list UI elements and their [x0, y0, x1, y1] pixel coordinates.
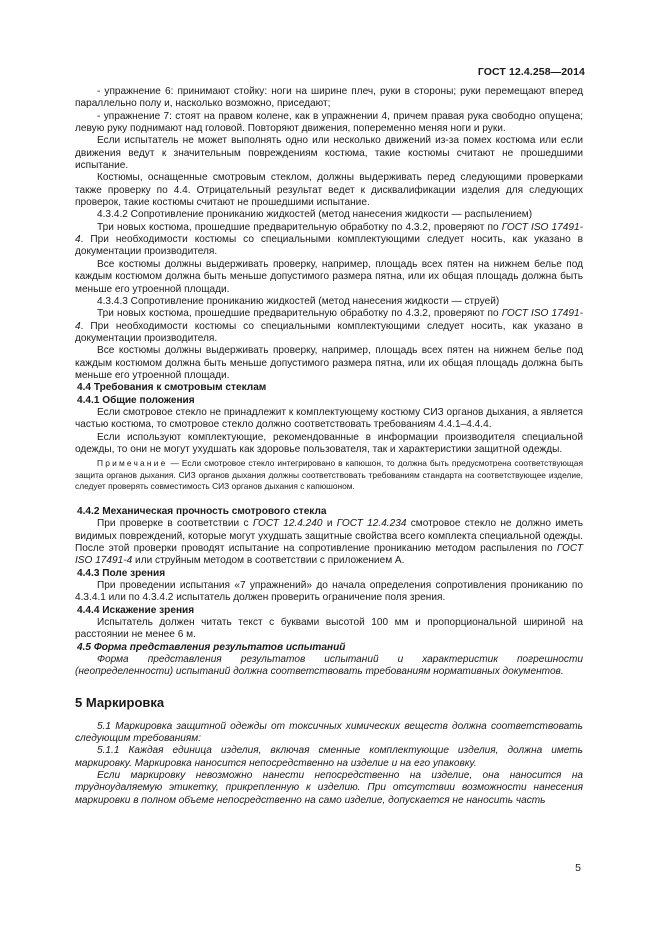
document-number: ГОСТ 12.4.258—2014 — [477, 66, 585, 78]
text-run: . При необходимости костюмы со специальными комплектующими следует носить, как указано в документации производителя. — [75, 234, 583, 258]
paragraph: 5.1 Маркировка защитной одежды от токсичных химических веществ должна соответствовать следующим требованиям: — [75, 720, 583, 745]
page-number: 5 — [575, 862, 581, 874]
paragraph: Форма представления результатов испытаний и характеристик погрешности (неопределенности) испытаний должна соответствовать требованиям нормативных документов. — [75, 654, 583, 678]
standard-reference: ГОСТ ISO 17491-4 — [75, 542, 583, 567]
standard-reference: ГОСТ ISO 17491-4 — [75, 308, 583, 332]
text-run: При проверке в соответствии с — [97, 518, 253, 530]
text-run: Три новых костюма, прошедшие предварительную обработку по 4.3.2, проверяют по — [97, 308, 502, 320]
paragraph: Если используют комплектующие, рекомендованные в информации производителя специальной одежды, то они не могут ухудшать как здоровье пользователя, так и характеристики защитной одежды. — [75, 431, 583, 455]
subsection-heading: 4.3.4.3 Сопротивление прониканию жидкостей (метод нанесения жидкости — струей) — [97, 295, 500, 307]
text-run: и — [322, 518, 337, 530]
paragraph: Испытатель должен читать текст с буквами высотой 100 мм и пропорциональной шириной на расстоянии не менее 6 м. — [75, 617, 583, 641]
subsection-heading: 4.3.4.2 Сопротивление прониканию жидкостей (метод нанесения жидкости — распылением) — [97, 209, 533, 221]
text-run: смотровое стекло не должно иметь видимых повреждений, которые могут ухудшать защитные свойства всего комплекта специальной одежды. После этой проверки проводят испытание на сопротивление прониканию методом распыления по — [75, 518, 583, 554]
standard-reference: ГОСТ ISO 17491-4 — [75, 221, 583, 246]
section-heading: 4.4.3 Поле зрения — [77, 567, 166, 579]
section-heading: 4.5 Форма представления результатов испытаний — [77, 641, 346, 653]
section-heading: 4.4.4 Искажение зрения — [77, 604, 195, 616]
note-label: Примечание — [97, 458, 168, 469]
paragraph: 5.1.1 Каждая единица изделия, включая сменные комплектующие изделия, должна иметь маркировку. Маркировка наносится непосредственно на изделие и на его упаковку. — [75, 745, 583, 769]
paragraph — [75, 518, 583, 567]
paragraph — [75, 222, 583, 259]
paragraph: Костюмы, оснащенные смотровым стеклом, должны выдерживать перед следующими проверками также проверку по 4.4. Отрицательный результат ведет к дисквалификации изделия для следующих проверок, такие костюмы считают не прошедшими испытание. — [75, 172, 583, 209]
chapter-heading: 5 Маркировка — [75, 694, 165, 710]
section-heading: 4.4 Требования к смотровым стеклам — [77, 382, 267, 394]
paragraph: - упражнение 6: принимают стойку: ноги на ширине плеч, руки в стороны; руки перемещают вперед параллельно полу и, насколько возможно, приседают; — [75, 86, 583, 110]
text-run: Три новых костюма, прошедшие предварительную обработку по 4.3.2, проверяют по — [97, 221, 502, 233]
paragraph: Если маркировку невозможно нанести непосредственно на изделие, она наносится на трудноудаляемую этикетку, прикрепленную к изделию. При отсутствии возможности нанесения маркировки в полном объеме непосредственно на само изделие, допускается не наносить часть — [75, 770, 583, 806]
section-heading: 4.4.1 Общие положения — [77, 394, 195, 406]
section-heading: 4.4.2 Механическая прочность смотрового стекла — [77, 505, 327, 517]
paragraph: Если испытатель не может выполнять одно или несколько движений из-за помех костюма или если движения ведут к значительным повреждениям костюма, такие костюмы считают не прошедшими испытание. — [75, 135, 583, 172]
paragraph: Если смотровое стекло не принадлежит к комплектующему костюму СИЗ органов дыхания, а является частью костюма, то смотровое стекло должно соответствовать требованиям 4.4.1–4.4.4. — [75, 406, 583, 431]
standard-reference: ГОСТ 12.4.234 — [336, 518, 407, 530]
paragraph: Все костюмы должны выдерживать проверку, например, площадь всех пятен на нижнем белье под каждым костюмом должна быть меньше допустимого размера пятна, или их общая площадь должна быть меньше его утроенной площади. — [75, 345, 583, 381]
document-body — [75, 86, 583, 807]
paragraph: Все костюмы должны выдерживать проверку, например, площадь всех пятен на нижнем белье под каждым костюмом должна быть меньше допустимого размера пятна, или их общая площадь должна быть меньше его утроенной площади. — [75, 258, 583, 295]
paragraph: При проведении испытания «7 упражнений» до начала определения сопротивления прониканию по 4.3.4.1 или по 4.3.4.2 испытатель должен проверить ограничение поля зрения. — [75, 579, 583, 604]
text-run: или струйным методом в соответствии с приложением А. — [132, 555, 405, 567]
note-text: — Если смотровое стекло интегрировано в капюшон, то должна быть предусмотрена соответствующая защита органов дыхания. СИЗ органов дыхания должны соответствовать требованиям стандарта на соответствующее изделие, следует проверять совместимость СИЗ органов дыхания с капюшоном. — [75, 458, 583, 491]
text-run: . При необходимости костюмы со специальными комплектующими следует носить, как указано в документации производителя. — [75, 320, 583, 344]
paragraph: - упражнение 7: стоят на правом колене, как в упражнении 4, причем правая рука свободно опущена; левую руку поднимают над головой. Повторяют движения, попеременно меняя ноги и руки. — [75, 110, 583, 135]
paragraph — [75, 308, 583, 345]
standard-reference: ГОСТ 12.4.240 — [252, 518, 323, 530]
note — [75, 458, 583, 492]
